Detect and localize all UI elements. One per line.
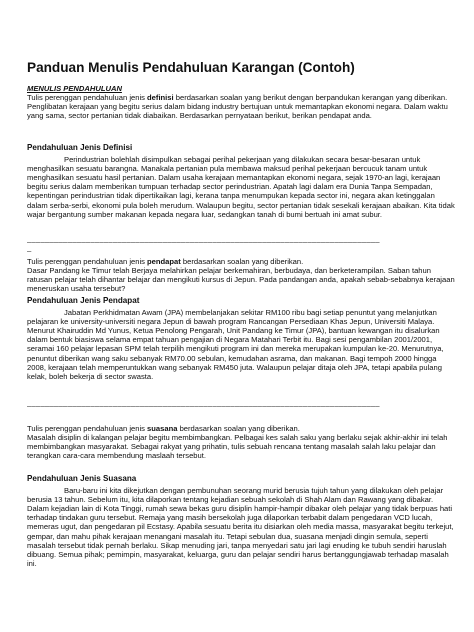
intro-lead-rest: berdasarkan soalan yang berikut dengan berpandukan kerangan yang diberikan. xyxy=(173,93,448,103)
pendapat-lead-bold: pendapat xyxy=(147,257,181,266)
pendapat-heading: Pendahuluan Jenis Pendapat xyxy=(27,296,140,305)
definisi-body: Perindustrian bolehlah disimpulkan sebagai perihal pekerjaan yang dilakukan secara besar-besaran untuk menghasilkan sesuatu barangna. Manakala pertanian pula membawa maksud perihal pekerjaan bercucuk tanam untuk menghasilkan sesuatu hasil pertanian. Dalam usaha kerajaan memantapkan ekonomi negara, sejak 1970-an lagi, kerajaan begitu serius dalam memberikan tumpuan terhadap sector perindustrian. Apatah lagi dalam era Dunia Tanpa Sempadan, kepentingan perindustrian tidak dipertikaikan lagi, kerana tanpa menumpukan kepada sector ini, negara akan ketinggalan dalam serba-serbi, ekonomi pula boleh merudum. Walaupun begitu, sector pertanian tidak sesekali kerajaan abaikan. Kita tidak wajar bergantung sumber makanan kepada negara luar, sedangkan tanah di bumi bertuah ini amat subur. xyxy=(27,155,455,219)
suasana-question-section xyxy=(27,424,455,460)
suasana-body: Baru-baru ini kita dikejutkan dengan pembunuhan seorang murid berusia tujuh tahun yang dilakukan oleh pelajar berusia 13 tahun. Sebelum itu, kita dilaporkan tentang kejadian sebuah sekolah di Shah Alam dan Rawang yang dibakar. Dalam kejadian lain di Kota Tinggi, rumah sewa bekas guru disiplin hampir-hampir dibakar oleh pelajar yang tidak berpuas hati terhadap tindakan guru tersebut. Remaja yang masih bersekolah juga dilaporkan terbabit dalam pengedaran VCD lucah, memeras ugut, dan pengedaran pil Ecstasy. Apabila sesuatu berita itu disiarkan oleh media massa, masyarakat begitu terkejut, gempar, dan mahu pihak kerajaan menangani masalah itu. Tetapi sebulan dua, suasana menjadi dingin semula, seperti masalah tersebut tidak pernah berlaku. Sikap menuding jari, tanpa menyedari satu jari lagi enuding ke tubuh sendiri haruslah dibuang. Semua pihak; pemimpin, masyarakat, keluarga, guru dan pelajar sendiri harus bertanggungjawab terhadap masalah ini. xyxy=(27,486,454,568)
intro-heading: MENULIS PENDAHULUAN xyxy=(27,84,122,93)
pendapat-body: Jabatan Perkhidmatan Awam (JPA) membelanjakan sekitar RM100 ribu bagi setiap penuntut yang melanjutkan pelajaran ke university-universiti negara Jepun di bawah program Rancangan Persediaan Khas Jepun, Universiti Malaya. Menurut Khairuddin Md Yunus, Ketua Penolong Pengarah, Unit Pandang ke Timur (JPA), bantuan kewangan itu disalurkan dalam bentuk biasiswa selama empat tahuan pengajian di Negara Matahari Terbit itu. Bagi sesi pengambilan 2001/2001, seramai 160 pelajar lepasan SPM telah terpilih mengikuti program ini dan mereka merupakan kumpulan ke-20. Menurutnya, penuntut diberikan wang saku sebanyak RM70.00 sebulan, kemudahan asrama, dan makanan. Bagi tempoh 2000 hingga 2008, kerajaan telah memperuntukkan wang sebanyak RM450 juta. Walaupun pelajar ditaja oleh JPA, tetapi apabila pulang kelak, boleh bekerja di sector swasta. xyxy=(27,308,444,381)
pendapat-lead-rest: berdasarkan soalan yang diberikan. xyxy=(180,257,304,266)
intro-section xyxy=(27,84,455,120)
separator-tail: _ xyxy=(27,243,32,252)
definisi-heading: Pendahuluan Jenis Definisi xyxy=(27,143,133,152)
suasana-heading: Pendahuluan Jenis Suasana xyxy=(27,474,137,483)
page-title: Panduan Menulis Pendahuluan Karangan (Contoh) xyxy=(27,60,355,75)
intro-instruction xyxy=(27,93,455,102)
suasana-question: Masalah disiplin di kalangan pelajar begitu membimbangkan. Pelbagai kes salah saku yang berlaku sejak akhir-akhir ini telah membimbangkan masyarakat. Sebagai rakyat yang prihatin, tulis sebuah rencana tentang masalah salah laku pelajar dan terangkan cara-cara membendung maslaah tersebut. xyxy=(27,433,448,461)
suasana-lead-rest: berdasarkan soalan yang diberikan. xyxy=(177,424,300,433)
pendapat-section xyxy=(27,296,455,381)
separator-line: ______________________________________________________________________________ xyxy=(27,234,380,243)
separator-line: ______________________________________________________________________________ xyxy=(27,398,380,407)
suasana-lead-bold: suasana xyxy=(147,424,178,433)
pendapat-question: Dasar Pandang ke Timur telah Berjaya melahirkan pelajar berkemahiran, berbudaya, dan berketerampilan. Saban tahun ratusan pelajar telah dihantar belajar dan mengikuti kursus di Jepun. Pada pandangan anda, apakah sebab-sebabnya kerajaan meneruskan usaha tersebut? xyxy=(27,266,455,294)
intro-lead-text: Tulis perenggan pendahuluan jenis xyxy=(27,93,148,103)
suasana-section xyxy=(27,474,455,568)
suasana-lead-text: Tulis perenggan pendahuluan jenis xyxy=(27,424,148,433)
suasana-instruction xyxy=(27,424,455,433)
intro-lead-bold: definisi xyxy=(147,93,174,103)
intro-question: Penglibatan kerajaan yang begitu serius dalam bidang industry bertujuan untuk memantapkan ekonomi negara. Dalam waktu yang sama, sector pertanian tidak diabaikan. Berdasarkan pernyataan berikut, berikan pendapat anda. xyxy=(27,102,448,121)
pendapat-question-section xyxy=(27,257,455,293)
definisi-section xyxy=(27,143,455,219)
pendapat-lead-text: Tulis perenggan pendahuluan jenis xyxy=(27,257,148,266)
pendapat-instruction xyxy=(27,257,455,266)
